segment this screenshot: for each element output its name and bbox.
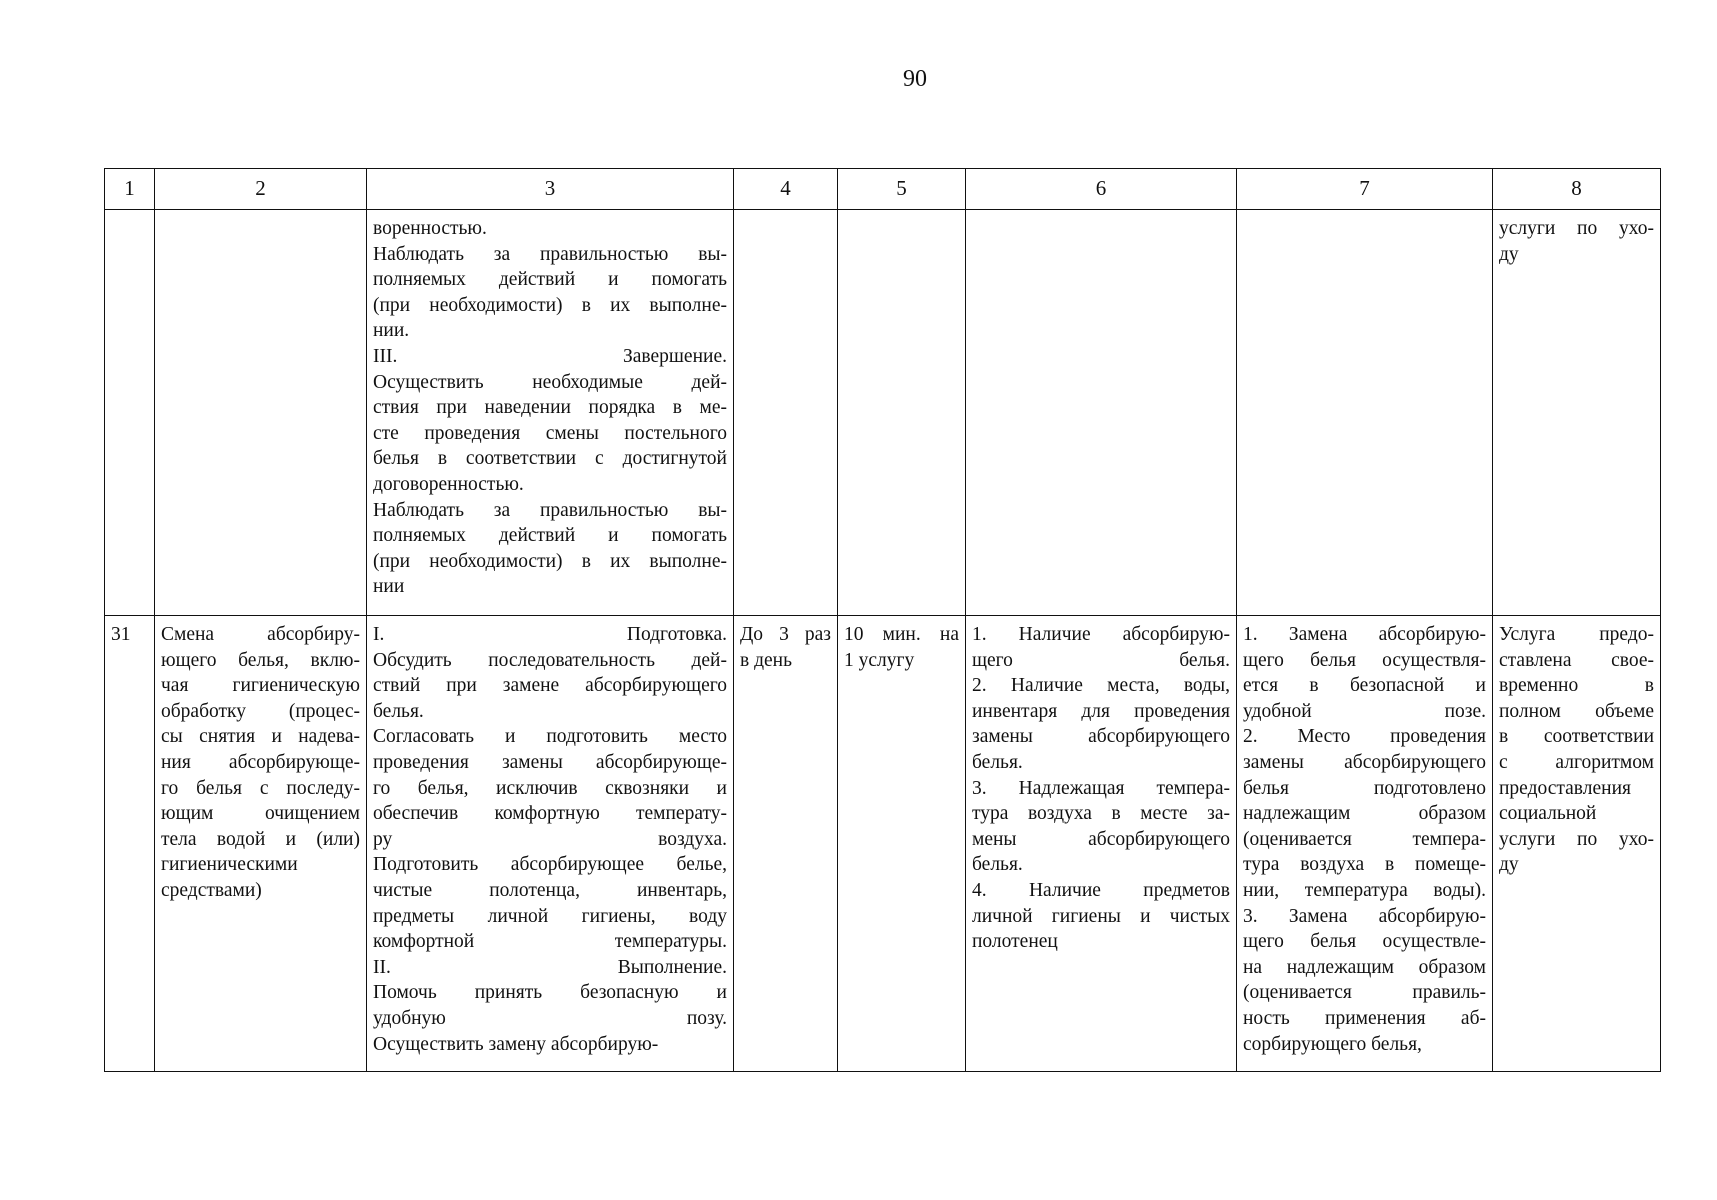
text-line: 3. Надлежащая темпера- xyxy=(972,777,1230,799)
text-line: проведения замены абсорбирующе- xyxy=(373,751,727,773)
header-col-5: 5 xyxy=(838,169,966,210)
text-line: услуги по ухо- xyxy=(1499,828,1654,850)
text-line: обработку (процес- xyxy=(161,700,360,722)
text-line: 1. Замена абсорбирую- xyxy=(1243,624,1486,645)
text-line: Обсудить последовательность дей- xyxy=(373,649,727,671)
text-line: на надлежащим образом xyxy=(1243,956,1486,978)
text-line: ствий при замене абсорбирующего xyxy=(373,675,727,697)
text-line: ствия при наведении порядка в ме- xyxy=(373,397,727,419)
text-line: удобной позе. xyxy=(1243,700,1486,722)
text-line: ду xyxy=(1499,243,1519,265)
text-line: (оценивается темпера- xyxy=(1243,828,1486,850)
cell-evaluation xyxy=(1493,210,1661,616)
text-line: ния абсорбирующе- xyxy=(161,751,360,773)
cell-service-name xyxy=(155,210,367,616)
text-line: 2. Место проведения xyxy=(1243,726,1486,748)
text-line: 1. Наличие абсорбирую- xyxy=(972,624,1230,645)
text-line: 2. Наличие места, воды, xyxy=(972,675,1230,697)
text-line: нии. xyxy=(373,320,410,342)
text-line: Наблюдать за правильностью вы- xyxy=(373,499,727,521)
text-line: сорбирующего белья, xyxy=(1243,1033,1422,1055)
text-line: инвентаря для проведения xyxy=(972,700,1230,722)
text-line: щего белья осуществля- xyxy=(1243,649,1486,671)
header-col-8: 8 xyxy=(1493,169,1661,210)
text-line: социальной xyxy=(1499,803,1597,825)
text-line: III. Завершение. xyxy=(373,345,727,367)
text-line: чистые полотенца, инвентарь, xyxy=(373,879,727,901)
text-line: белья подготовлено xyxy=(1243,777,1486,799)
cell-number: 31 xyxy=(105,616,155,1072)
text-line: полняемых действий и помогать xyxy=(373,269,727,291)
text-line: временно в xyxy=(1499,675,1654,697)
text-line: сте проведения смены постельного xyxy=(373,422,727,444)
table-header-row xyxy=(105,169,1661,210)
text-line: 1 услугу xyxy=(844,649,915,671)
cell-conditions xyxy=(966,616,1237,1072)
text-line: удобную позу. xyxy=(373,1007,727,1029)
text-line: в день xyxy=(740,649,792,671)
text-line: Осуществить замену абсорбирую- xyxy=(373,1033,659,1055)
text-line: 3. Замена абсорбирую- xyxy=(1243,905,1486,927)
text-line: 10 мин. на xyxy=(844,624,959,645)
text-line: полняемых действий и помогать xyxy=(373,525,727,547)
header-col-6: 6 xyxy=(966,169,1237,210)
text-line: (оценивается правиль- xyxy=(1243,982,1486,1004)
text-line: ющего белья, вклю- xyxy=(161,649,360,671)
cell-quality xyxy=(1237,616,1493,1072)
text-line: надлежащим образом xyxy=(1243,803,1486,825)
text-line: До 3 раз xyxy=(740,624,831,645)
text-line: замены абсорбирующего xyxy=(1243,751,1486,773)
table-row-31 xyxy=(105,616,1661,1072)
text-line: белья. xyxy=(972,751,1023,773)
text-line: (при необходимости) в их выполне- xyxy=(373,550,727,572)
text-line: Осуществить необходимые дей- xyxy=(373,371,727,393)
text-line: Согласовать и подготовить место xyxy=(373,726,727,748)
text-line: комфортной температуры. xyxy=(373,931,727,953)
text-line: белья в соответствии с достигнутой xyxy=(373,448,727,470)
text-line: тура воздуха в помеще- xyxy=(1243,854,1486,876)
text-line: I. Подготовка. xyxy=(373,624,727,645)
text-line: договоренностью. xyxy=(373,473,524,495)
text-line: обеспечив комфортную температу- xyxy=(373,803,727,825)
text-line: замены абсорбирующего xyxy=(972,726,1230,748)
text-line: ется в безопасной и xyxy=(1243,675,1486,697)
text-line: ющим очищением xyxy=(161,803,360,825)
header-col-2: 2 xyxy=(155,169,367,210)
cell-duration xyxy=(838,616,966,1072)
text-line: Смена абсорбиру- xyxy=(161,624,360,645)
text-line: с алгоритмом xyxy=(1499,751,1654,773)
text-line: сы снятия и надева- xyxy=(161,726,360,748)
cell-evaluation xyxy=(1493,616,1661,1072)
text-line: щего белья осуществле- xyxy=(1243,931,1486,953)
text-line: II. Выполнение. xyxy=(373,956,727,978)
text-line: полотенец xyxy=(972,931,1058,953)
cell-number xyxy=(105,210,155,616)
text-line: ру воздуха. xyxy=(373,828,727,850)
text-line: тела водой и (или) xyxy=(161,828,360,850)
cell-duration xyxy=(838,210,966,616)
text-line: чая гигиеническую xyxy=(161,675,360,697)
text-line: го белья, исключив сквозняки и xyxy=(373,777,727,799)
cell-frequency xyxy=(734,616,838,1072)
text-line: полном объеме xyxy=(1499,700,1654,722)
cell-conditions xyxy=(966,210,1237,616)
text-line: го белья с последу- xyxy=(161,777,360,799)
header-col-4: 4 xyxy=(734,169,838,210)
text-line: Подготовить абсорбирующее белье, xyxy=(373,854,727,876)
cell-frequency xyxy=(734,210,838,616)
text-line: Наблюдать за правильностью вы- xyxy=(373,243,727,265)
text-line: личной гигиены и чистых xyxy=(972,905,1230,927)
header-col-1: 1 xyxy=(105,169,155,210)
text-line: мены абсорбирующего xyxy=(972,828,1230,850)
text-line: белья. xyxy=(972,854,1023,876)
text-line: предметы личной гигиены, воду xyxy=(373,905,727,927)
text-line: ду xyxy=(1499,854,1519,876)
text-line: воренностью. xyxy=(373,218,487,239)
text-line: Помочь принять безопасную и xyxy=(373,982,727,1004)
page-number: 90 xyxy=(903,66,927,92)
text-line: нии xyxy=(373,576,405,598)
cell-service-name xyxy=(155,616,367,1072)
text-line: ность применения аб- xyxy=(1243,1007,1486,1029)
text-line: (при необходимости) в их выполне- xyxy=(373,294,727,316)
text-line: средствами) xyxy=(161,879,262,901)
text-line: гигиеническими xyxy=(161,854,298,876)
text-line: Услуга предо- xyxy=(1499,624,1654,645)
services-table xyxy=(104,168,1661,1072)
text-line: щего белья. xyxy=(972,649,1230,671)
text-line: услуги по ухо- xyxy=(1499,218,1654,239)
text-line: нии, температура воды). xyxy=(1243,879,1486,901)
text-line: в соответствии xyxy=(1499,726,1654,748)
header-col-7: 7 xyxy=(1237,169,1493,210)
table-row-continued xyxy=(105,210,1661,616)
cell-procedure xyxy=(367,616,734,1072)
text-line: тура воздуха в месте за- xyxy=(972,803,1230,825)
text-line: 4. Наличие предметов xyxy=(972,879,1230,901)
text-line: предоставления xyxy=(1499,777,1631,799)
header-col-3: 3 xyxy=(367,169,734,210)
cell-quality xyxy=(1237,210,1493,616)
text-line: ставлена свое- xyxy=(1499,649,1654,671)
cell-procedure xyxy=(367,210,734,616)
text-line: белья. xyxy=(373,700,424,722)
